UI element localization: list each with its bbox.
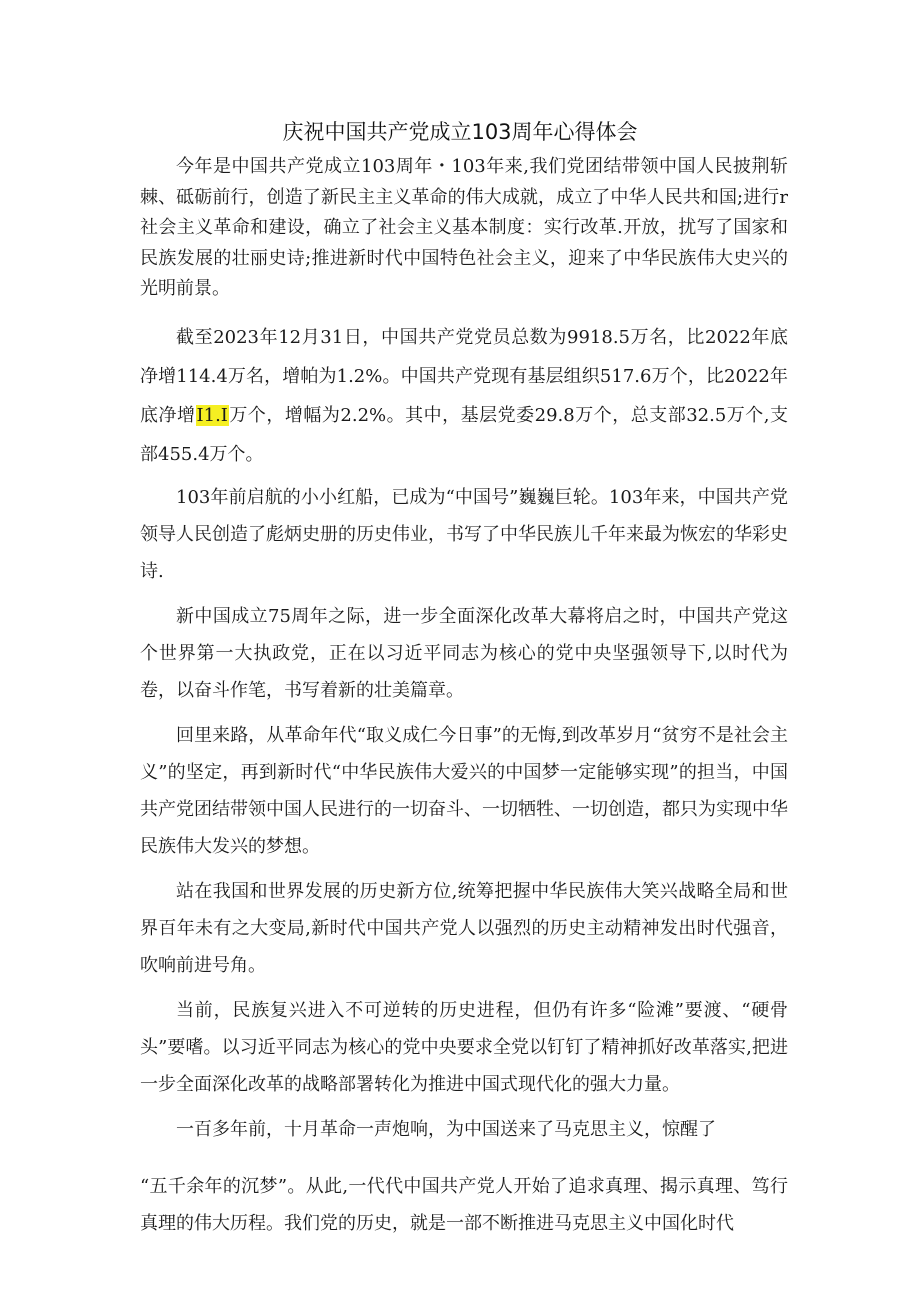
paragraph-75th-anniversary: 新中国成立75周年之际，进一步全面深化改革大幕将启之时，中国共产党这个世界第一大执政党，正在以习近平同志为核心的党中央坚强领导下,以时代为卷，以奋斗作笔，书写着新的壮美篇章。: [140, 605, 788, 701]
paragraph-historical-position: 站在我国和世界发展的历史新方位,统筹把握中华民族伟大笑兴战略全局和世界百年未有之大变局,新时代中国共产党人以强烈的历史主动精神发出时代强音，吹响前进号角。: [140, 880, 788, 976]
paragraph-current-reform: 当前，民族复兴进入不可逆转的历史进程，但仍有许多“险滩”要渡、“硬骨头”要嗜。以习近平同志为核心的党中央要求全党以钉钉了精神抓好改革落实,把进一步全面深化改革的战略部署转化为推进中国式现代化的强大力量。: [140, 999, 788, 1095]
paragraph-october-revolution: 一百多年前，十月革命一声炮响，为中国送来了马克思主义，惊醒了: [176, 1118, 716, 1140]
stats-text-part2: 万个，增幅为2.2%。其中，基层党委29.8万个，总支部32.5万个,支部455.4万个。: [140, 404, 788, 465]
document-title: 庆祝中国共产党成立103周年心得体会: [282, 120, 638, 144]
paragraph-intro: 今年是中国共产党成立103周年・103年来,我们党团结带领中国人民披荆斩棘、砥砺前行，创造了新民主主义革命的伟大成就，成立了中华人民共和国;进行r社会主义革命和建设，确立了社会主义基本制度：实行改革.开放，扰写了国家和民族发展的壮丽史诗;推进新时代中国特色社会主义，迎来了中华民族伟大史兴的光明前景。: [140, 156, 788, 299]
stats-text-part1: 截至2023年12月31日，中国共产党党员总数为9918.5万名，比2022年底净增114.4万名，增帕为1.2%。中国共产党现有基层组织517.6万个，比2022年底净增: [140, 326, 788, 426]
paragraph-look-back: 回里来路，从革命年代“取义成仁今日事”的无悔,到改革岁月“贫穷不是社会主义”的坚定，再到新时代“中华民族伟大爱兴的中国梦一定能够实现”的担当，中国共产党团结带领中国人民进行的一切奋斗、一切牺牲、一切创造，都只为实现中华民族伟大发兴的梦想。: [140, 724, 788, 857]
highlighted-text: I1.I: [196, 404, 228, 426]
document-body: [140, 152, 788, 1242]
paragraph-marxism-history: “五千余年的沉梦”。从此,一代代中国共产党人开始了追求真理、揭示真理、笃行真理的伟大历程。我们党的历史，就是一部不断推进马克思主义中国化时代: [140, 1175, 788, 1234]
paragraph-statistics: [140, 318, 788, 474]
paragraph-red-boat: 103年前启航的小小红船，已成为“中国号”巍巍巨轮。103年来，中国共产党领导人民创造了彪炳史册的历史伟业，书写了中华民族儿千年来最为恢宏的华彩史诗.: [140, 486, 788, 582]
